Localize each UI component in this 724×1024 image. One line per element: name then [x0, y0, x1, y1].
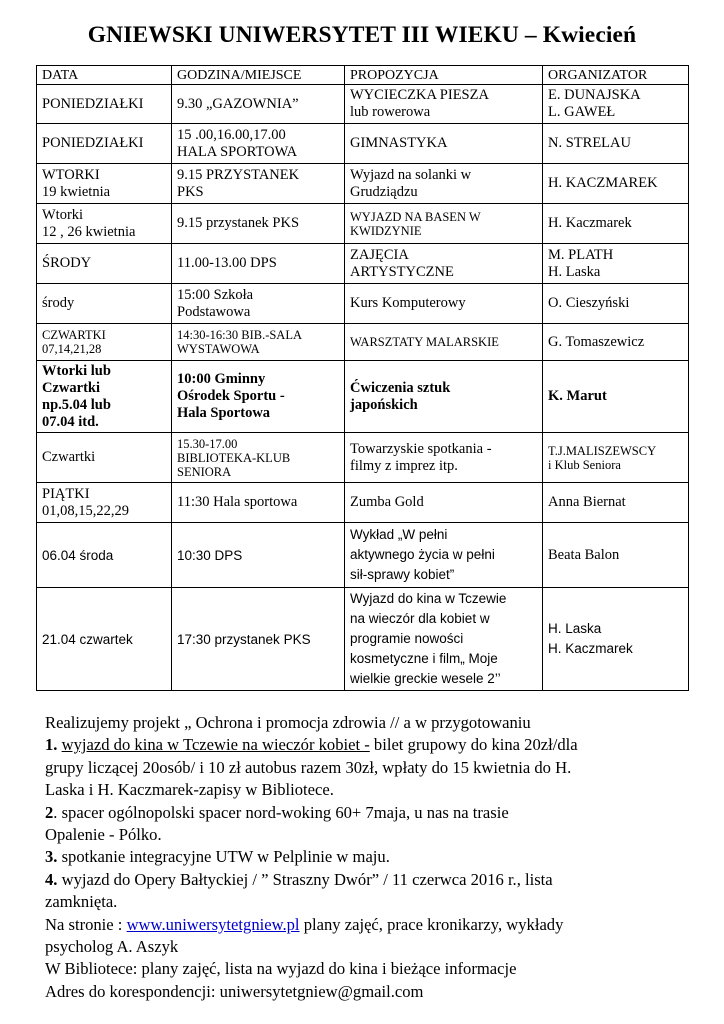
cell-data	[37, 85, 172, 124]
table-row	[37, 164, 689, 204]
cell-godzina	[172, 85, 345, 124]
line: 11.00-13.00 DPS	[177, 255, 277, 271]
line: N. STRELAU	[548, 135, 631, 151]
line: Kurs Komputerowy	[350, 295, 466, 311]
note-number: 3.	[45, 847, 58, 867]
table-row	[37, 433, 689, 483]
cell-propozycja	[345, 324, 543, 361]
line: M. PLATH	[548, 246, 614, 263]
cell-propozycja	[345, 433, 543, 483]
address-line: Adres do korespondencji: uniwersytetgniew@gmail.com	[45, 981, 424, 1001]
intro-line: Realizujemy projekt „ Ochrona i promocja zdrowia // a w przygotowaniu	[45, 713, 531, 732]
line: Czwartki	[42, 379, 100, 396]
cell-godzina	[172, 523, 345, 588]
line: 17:30 przystanek PKS	[177, 631, 311, 647]
cell-propozycja	[345, 483, 543, 523]
line: 21.04 czwartek	[42, 631, 133, 647]
cell-godzina	[172, 164, 345, 204]
note-2-line-2: Opalenie - Pólko.	[45, 825, 162, 845]
cell-propozycja	[345, 164, 543, 204]
line: Grudziądzu	[350, 183, 418, 200]
line: K. Marut	[548, 388, 607, 404]
line: Beata Balon	[548, 546, 620, 563]
line: lub rowerowa	[350, 104, 431, 120]
table-row	[37, 124, 689, 164]
note-number: 2	[45, 802, 54, 822]
website-line-2: psycholog A. Aszyk	[45, 937, 179, 957]
table-row	[37, 284, 689, 324]
cell-organizator	[543, 124, 689, 164]
line: 07,14,21,28	[42, 342, 102, 356]
line: 9.30 „GAZOWNIA”	[177, 95, 299, 112]
table-row	[37, 204, 689, 244]
note-2-text: . spacer ogólnopolski spacer nord-woking 60+ 7maja, u nas na trasie	[53, 802, 509, 822]
note-number: 4.	[45, 869, 58, 889]
note-4	[45, 869, 705, 891]
line: programie nowości	[350, 631, 464, 646]
line: WARSZTATY MALARSKIE	[350, 335, 499, 349]
line: BIBLIOTEKA-KLUB	[177, 450, 291, 465]
line: H. Kaczmarek	[548, 215, 632, 231]
line: 19 kwietnia	[42, 183, 111, 200]
line: L. GAWEŁ	[548, 104, 616, 120]
line: PKS	[177, 183, 204, 200]
cell-data	[37, 244, 172, 284]
line: Hala Sportowa	[177, 405, 271, 421]
cell-organizator	[543, 588, 689, 691]
line: japońskich	[350, 396, 418, 413]
cell-organizator	[543, 433, 689, 483]
line: WYCIECZKA PIESZA	[350, 87, 489, 103]
cell-organizator	[543, 523, 689, 588]
cell-godzina	[172, 244, 345, 284]
cell-data	[37, 483, 172, 523]
line: SENIORA	[177, 464, 232, 479]
note-4-line-2: zamknięta.	[45, 892, 118, 912]
line: T.J.MALISZEWSCY	[548, 443, 657, 458]
line: 9.15 przystanek PKS	[177, 215, 300, 231]
note-4-text: wyjazd do Opery Bałtyckiej / ” Straszny Dwór” / 11 czerwca 2016 r., lista	[57, 869, 553, 889]
cell-godzina	[172, 324, 345, 361]
line: 15:00 Szkoła	[177, 286, 254, 303]
cell-data	[37, 204, 172, 244]
website-link[interactable]: www.uniwersytetgniew.pl	[126, 914, 300, 934]
cell-godzina	[172, 433, 345, 483]
website-prefix: Na stronie :	[45, 914, 127, 934]
cell-propozycja	[345, 204, 543, 244]
line: PIĄTKI	[42, 485, 90, 502]
website-line	[45, 914, 705, 936]
line: GIMNASTYKA	[350, 135, 448, 151]
line: środy	[42, 295, 75, 311]
cell-godzina	[172, 588, 345, 691]
line: Wykład „W pełni	[350, 527, 448, 542]
cell-data	[37, 124, 172, 164]
notes-section	[45, 712, 705, 1003]
line: H. Laska	[548, 263, 601, 280]
line: Wtorki lub	[42, 362, 111, 379]
line: np.5.04 lub	[42, 396, 111, 413]
cell-godzina	[172, 361, 345, 433]
line: H. Kaczmarek	[548, 641, 633, 656]
header-data: DATA	[37, 66, 172, 85]
line: H. Laska	[548, 621, 602, 636]
table-row	[37, 244, 689, 284]
cell-data	[37, 324, 172, 361]
line: kosmetyczne i film„ Moje	[350, 651, 498, 666]
line: O. Cieszyński	[548, 295, 630, 311]
header-propozycja: PROPOZYCJA	[345, 66, 543, 85]
line: WYSTAWOWA	[177, 342, 260, 356]
line: wielkie greckie wesele 2’’	[350, 671, 501, 686]
website-rest: plany zajęć, prace kronikarzy, wykłady	[299, 914, 564, 934]
line: 14:30-16:30 BIB.-SALA	[177, 328, 302, 342]
table-row	[37, 361, 689, 433]
line: na wieczór dla kobiet w	[350, 611, 490, 626]
note-1-text: bilet grupowy do kina 20zł/dla	[369, 735, 578, 755]
line: 06.04 środa	[42, 547, 114, 563]
line: E. DUNAJSKA	[548, 87, 641, 103]
header-organizator: ORGANIZATOR	[543, 66, 689, 85]
cell-data	[37, 361, 172, 433]
table-header-row	[37, 66, 689, 85]
cell-godzina	[172, 124, 345, 164]
line: 15 .00,16.00,17.00	[177, 126, 286, 143]
line: Anna Biernat	[548, 494, 626, 510]
line: KWIDZYNIE	[350, 223, 422, 238]
line: WYJAZD NA BASEN W	[350, 209, 481, 224]
note-1-line-3: Laska i H. Kaczmarek-zapisy w Bibliotece.	[45, 780, 334, 800]
line: HALA SPORTOWA	[177, 143, 298, 160]
line: ZAJĘCIA	[350, 246, 409, 263]
line: CZWARTKI	[42, 328, 106, 342]
line: ŚRODY	[42, 255, 92, 271]
cell-data	[37, 164, 172, 204]
cell-data	[37, 588, 172, 691]
note-2	[45, 802, 705, 824]
line: Ośrodek Sportu -	[177, 388, 285, 404]
line: 15.30-17.00	[177, 436, 238, 451]
line: 10:30 DPS	[177, 547, 243, 563]
cell-godzina	[172, 284, 345, 324]
page-title: GNIEWSKI UNIWERSYTET III WIEKU – Kwiecień	[87, 22, 637, 48]
line: filmy z imprez itp.	[350, 457, 458, 474]
cell-organizator	[543, 284, 689, 324]
cell-organizator	[543, 483, 689, 523]
table-row	[37, 523, 689, 588]
line: Podstawowa	[177, 303, 251, 320]
table-row	[37, 588, 689, 691]
line: PONIEDZIAŁKI	[42, 135, 144, 151]
cell-propozycja	[345, 588, 543, 691]
cell-godzina	[172, 483, 345, 523]
cell-organizator	[543, 361, 689, 433]
cell-propozycja	[345, 244, 543, 284]
line: 10:00 Gminny	[177, 371, 266, 387]
line: 07.04 itd.	[42, 413, 99, 430]
line: aktywnego życia w pełni	[350, 547, 495, 562]
line: sił-sprawy kobiet”	[350, 567, 455, 582]
line: Ćwiczenia sztuk	[350, 379, 451, 396]
cell-propozycja	[345, 523, 543, 588]
line: Czwartki	[42, 449, 96, 465]
cell-godzina	[172, 204, 345, 244]
cell-organizator	[543, 324, 689, 361]
cell-organizator	[543, 244, 689, 284]
cell-organizator	[543, 164, 689, 204]
library-line: W Bibliotece: plany zajęć, lista na wyjazd do kina i bieżące informacje	[45, 959, 517, 979]
cell-data	[37, 433, 172, 483]
cell-propozycja	[345, 85, 543, 124]
cell-data	[37, 523, 172, 588]
line: G. Tomaszewicz	[548, 333, 645, 350]
line: Zumba Gold	[350, 494, 424, 510]
note-1-line-2: grupy liczącej 20osób/ i 10 zł autobus razem 30zł, wpłaty do 15 kwietnia do H.	[45, 757, 572, 777]
line: 12 , 26 kwietnia	[42, 223, 136, 240]
table-row	[37, 85, 689, 124]
line: Towarzyskie spotkania -	[350, 440, 492, 457]
cell-propozycja	[345, 284, 543, 324]
line: 01,08,15,22,29	[42, 502, 129, 519]
header-godzina: GODZINA/MIEJSCE	[172, 66, 345, 85]
note-1-underlined: wyjazd do kina w Tczewie na wieczór kobiet -	[61, 735, 370, 755]
line: 9.15 PRZYSTANEK	[177, 166, 300, 183]
note-3-text: spotkanie integracyjne UTW w Pelplinie w maju.	[57, 847, 390, 867]
cell-organizator	[543, 204, 689, 244]
table-row	[37, 483, 689, 523]
line: i Klub Seniora	[548, 457, 621, 472]
line: 11:30 Hala sportowa	[177, 494, 298, 510]
line: H. KACZMAREK	[548, 175, 658, 191]
schedule-table	[36, 65, 689, 691]
note-3	[45, 846, 705, 868]
line: PONIEDZIAŁKI	[42, 95, 144, 112]
line: ARTYSTYCZNE	[350, 263, 454, 280]
line: Wtorki	[42, 206, 84, 223]
line: WTORKI	[42, 166, 100, 183]
cell-propozycja	[345, 124, 543, 164]
note-number: 1.	[45, 735, 58, 755]
cell-organizator	[543, 85, 689, 124]
cell-data	[37, 284, 172, 324]
line: Wyjazd do kina w Tczewie	[350, 591, 507, 606]
line: Wyjazd na solanki w	[350, 166, 472, 183]
cell-propozycja	[345, 361, 543, 433]
note-1	[45, 734, 705, 756]
table-row	[37, 324, 689, 361]
